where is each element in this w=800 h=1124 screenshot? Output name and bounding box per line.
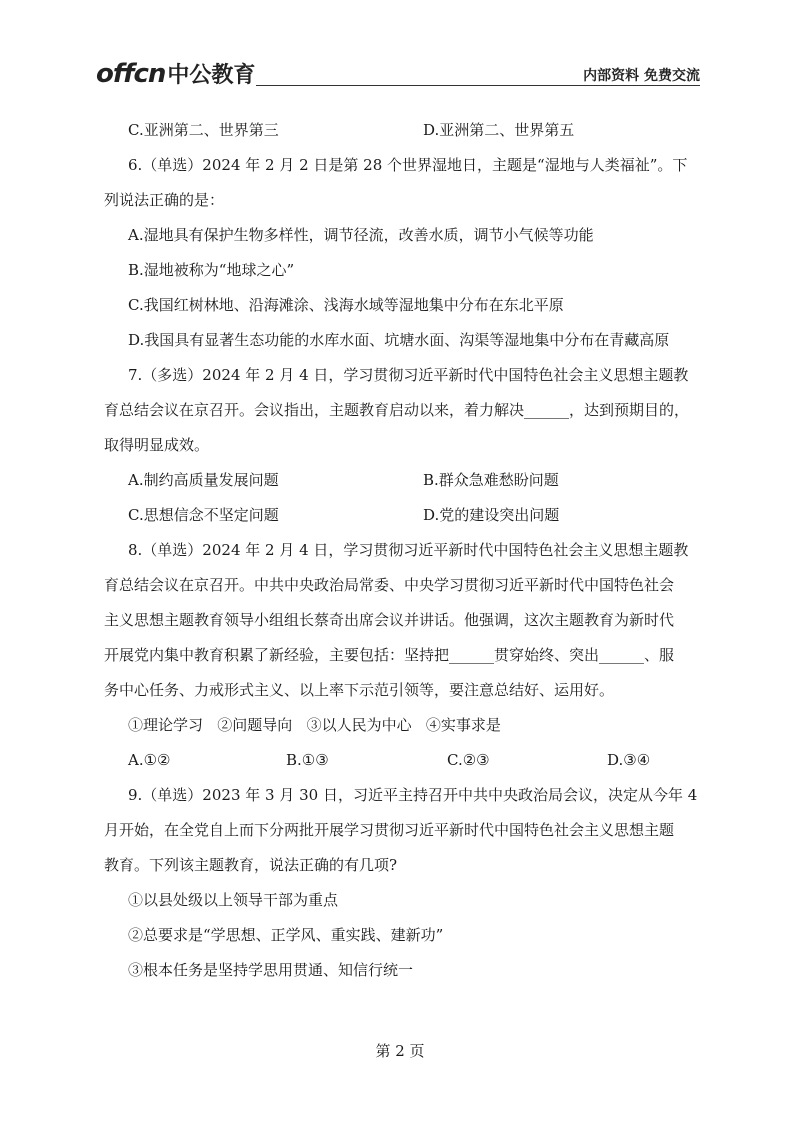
q8-stem-line-3: 主义思想主题教育领导小组组长蔡奇出席会议并讲话。他强调，这次主题教育为新时代 [104, 611, 675, 629]
q9-stem-line-3: 教育。下列该主题教育，说法正确的有几项? [104, 856, 398, 874]
q5-option-d: D.亚洲第二、世界第五 [423, 121, 575, 139]
q6-option-b: B.湿地被称为“地球之心” [128, 261, 295, 279]
q7-stem-line-2: 育总结会议在京召开。会议指出，主题教育启动以来，着力解决______，达到预期目的， [104, 401, 690, 419]
q7-option-c: C.思想信念不坚定问题 [128, 506, 279, 524]
q8-items: ①理论学习 ②问题导向 ③以人民为中心 ④实事求是 [128, 716, 501, 734]
q6-option-d: D.我国具有显著生态功能的水库水面、坑塘水面、沟渠等湿地集中分布在青藏高原 [128, 331, 670, 349]
logo-english: offcn [96, 59, 166, 89]
q9-item-3: ③根本任务是坚持学思用贯通、知信行统一 [128, 961, 414, 979]
q7-option-b: B.群众急难愁盼问题 [423, 471, 559, 489]
q8-option-b: B.①③ [286, 751, 329, 769]
q7-stem-line-1: 7.（多选）2024 年 2 月 4 日，学习贯彻习近平新时代中国特色社会主义思想主题教 [128, 366, 689, 384]
offcn-logo [96, 58, 255, 89]
q8-option-c: C.②③ [447, 751, 490, 769]
q7-stem-line-3: 取得明显成效。 [104, 436, 210, 454]
q9-stem-line-1: 9.（单选）2023 年 3 月 30 日，习近平主持召开中共中央政治局会议，决定从今年 4 [128, 786, 698, 804]
q7-options-cd [104, 498, 704, 533]
q6-stem-line-1: 6.（单选）2024 年 2 月 2 日是第 28 个世界湿地日，主题是“湿地与人类福祉”。下 [128, 156, 688, 174]
logo-chinese: 中公教育 [167, 63, 256, 88]
q6-option-a: A.湿地具有保护生物多样性，调节径流，改善水质，调节小气候等功能 [128, 226, 594, 244]
q6-option-c: C.我国红树林地、沿海滩涂、浅海水域等湿地集中分布在东北平原 [128, 296, 564, 314]
q5-options-cd [104, 113, 704, 148]
q8-stem-line-5: 务中心任务、力戒形式主义、以上率下示范引领等，要注意总结好、运用好。 [104, 681, 615, 699]
q8-option-d: D.③④ [607, 751, 651, 769]
q6-stem-line-2: 列说法正确的是： [104, 191, 225, 209]
q7-option-a: A.制约高质量发展问题 [128, 471, 279, 489]
q9-item-2: ②总要求是“学思想、正学风、重实践、建新功” [128, 926, 444, 944]
header-note: 内部资料 免费交流 [583, 68, 700, 84]
header-rule [256, 85, 700, 86]
q8-options [104, 743, 704, 778]
q9-stem-line-2: 月开始，在全党自上而下分两批开展学习贯彻习近平新时代中国特色社会主义思想主题 [104, 821, 675, 839]
q8-stem-line-2: 育总结会议在京召开。中共中央政治局常委、中央学习贯彻习近平新时代中国特色社会 [104, 576, 675, 594]
q5-option-c: C.亚洲第二、世界第三 [128, 121, 279, 139]
document-body [104, 113, 704, 988]
q8-stem-line-4: 开展党内集中教育积累了新经验，主要包括：坚持把______贯穿始终、突出______、服 [104, 646, 675, 664]
page-header [96, 56, 700, 88]
q7-option-d: D.党的建设突出问题 [423, 506, 560, 524]
q7-options-ab [104, 463, 704, 498]
q8-stem-line-1: 8.（单选）2024 年 2 月 4 日，学习贯彻习近平新时代中国特色社会主义思想主题教 [128, 541, 689, 559]
q9-item-1: ①以县处级以上领导干部为重点 [128, 891, 339, 909]
page-number: 第 2 页 [375, 1042, 425, 1060]
q8-option-a: A.①② [128, 751, 171, 769]
